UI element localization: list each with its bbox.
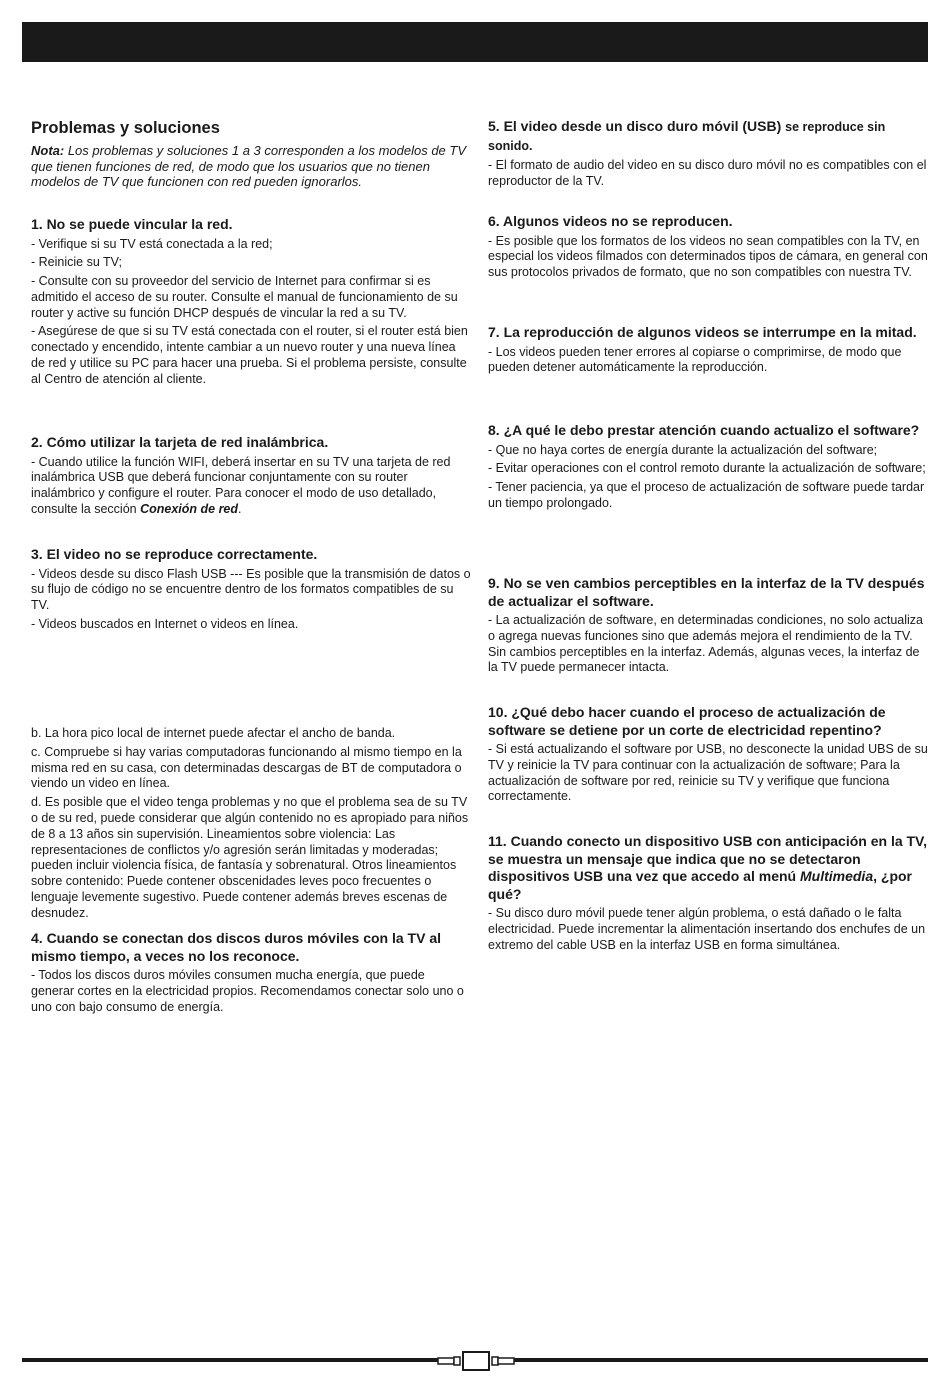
section-4-title: 4. Cuando se conectan dos discos duros móviles con la TV al mismo tiempo, a veces no los reconoce.	[31, 930, 441, 964]
section-7-paragraph: - Los videos pueden tener errores al copiarse o comprimirse, de modo que pueden detener automáticamente la reproducción.	[488, 344, 902, 375]
section-8-paragraph: - Evitar operaciones con el control remoto durante la actualización de software;	[488, 461, 926, 476]
section-6	[488, 213, 928, 284]
section-1	[31, 216, 471, 391]
section-1-paragraph: - Consulte con su proveedor del servicio de Internet para confirmar si es admitido el acceso de su router. Consulte el manual de funcionamiento de su router y active su función DHCP después de vincular la red a su TV.	[31, 274, 458, 320]
multimedia-reference: Multimedia	[799, 868, 874, 884]
section-6-title: 6. Algunos videos no se reproducen.	[488, 213, 733, 229]
section-3-item-c: c. Compruebe si hay varias computadoras funcionando al mismo tiempo en la misma red en su casa, con determinadas descargas de BT de computadora o viendo un video en línea.	[31, 744, 462, 791]
section-9	[488, 575, 928, 679]
section-3-paragraph: - Videos buscados en Internet o videos en línea.	[31, 616, 299, 631]
footer-emblem-icon	[436, 1350, 516, 1372]
section-10-paragraph: - Si está actualizando el software por USB, no desconecte la unidad UBS de su TV y reinicie la TV para continuar con la actualización de software; Para la actualización de software por red, reinicie su TV y verifique que funciona correctamente.	[488, 742, 928, 804]
section-3-item-b: b. La hora pico local de internet puede afectar el ancho de banda.	[31, 726, 396, 740]
section-7	[488, 324, 928, 379]
section-1-paragraph: - Reinicie su TV;	[31, 255, 123, 270]
section-8-paragraph: - Que no haya cortes de energía durante la actualización del software;	[488, 442, 878, 457]
section-2-text-end: .	[238, 501, 242, 516]
section-1-paragraph: - Asegúrese de que si su TV está conectada con el router, si el router está bien conectado y encendido, intente cambiar a un nuevo router y una nueva línea de red y utilice su PC para hacer una prueba. Si el problema persiste, consulte al Centro de atención al cliente.	[31, 324, 468, 386]
section-5-paragraph: - El formato de audio del video en su disco duro móvil no es compatibles con el reproductor de la TV.	[488, 158, 927, 188]
section-11-title	[488, 833, 928, 903]
note-text: Los problemas y soluciones 1 a 3 corresponden a los modelos de TV que tienen funciones de red, de modo que los usuarios que no tienen modelos de TV que funcionen con red pueden ignorarlos.	[31, 143, 466, 189]
section-7-title: 7. La reproducción de algunos videos se interrumpe en la mitad.	[488, 324, 917, 340]
section-9-title: 9. No se ven cambios perceptibles en la interfaz de la TV después de actualizar el software.	[488, 575, 925, 609]
section-4	[31, 930, 471, 1018]
section-11	[488, 833, 928, 956]
intro-section	[31, 118, 471, 190]
section-5-title	[488, 118, 928, 155]
section-5-title-main: 5. El video desde un disco duro móvil (USB)	[488, 118, 786, 134]
note-label: Nota:	[31, 143, 65, 158]
section-11-title-end: , ¿por qué?	[488, 868, 912, 902]
section-3-continued	[31, 726, 471, 925]
section-8	[488, 422, 928, 515]
section-2-text: - Cuando utilice la función WIFI, deberá insertar en su TV una tarjeta de red inalámbrica USB que deberá funcionar conjuntamente con su router inalámbrico y configure el router. Para conocer el modo de uso detallado, consulte la sección	[31, 454, 451, 516]
section-3-title: 3. El video no se reproduce correctamente.	[31, 546, 318, 562]
header-bar	[22, 22, 928, 62]
section-8-paragraph: - Tener paciencia, ya que el proceso de actualización de software puede tardar un tiempo prolongado.	[488, 480, 925, 510]
section-11-title-main: 11. Cuando conecto un dispositivo USB con anticipación en la TV, se muestra un mensaje que indica que no se detectaron dispositivos USB una vez que accedo al menú	[488, 833, 928, 884]
section-2-title: 2. Cómo utilizar la tarjeta de red inalámbrica.	[31, 434, 329, 450]
section-10	[488, 704, 928, 808]
section-11-paragraph: - Su disco duro móvil puede tener algún problema, o está dañado o le falta electricidad. Puede incrementar la alimentación insertando dos enchufes de un extremo del cable USB en la interfaz USB en forma simultánea.	[488, 906, 926, 952]
section-5	[488, 118, 928, 193]
conexion-de-red-reference: Conexión de red	[140, 501, 239, 516]
section-5-title-small: se reproduce sin sonido.	[488, 120, 886, 153]
section-2-paragraph	[31, 455, 471, 518]
section-8-title: 8. ¿A qué le debo prestar atención cuando actualizo el software?	[488, 422, 920, 438]
page-title: Problemas y soluciones	[31, 119, 220, 137]
section-9-paragraph: - La actualización de software, en determinadas condiciones, no solo actualiza o agrega nuevas funciones sino que además mejora el rendimiento de la TV. Sin cambios perceptibles en la interfaz. Además, algunas veces, la interfaz de la TV puede permanecer intacta.	[488, 613, 923, 675]
section-6-paragraph: - Es posible que los formatos de los videos no sean compatibles con la TV, en especial los videos filmados con determinados tipos de cámara, en general con sus protocolos privados de formato, que no son compatibles con nuestra TV.	[488, 233, 928, 280]
section-1-paragraph: - Verifique si su TV está conectada a la red;	[31, 236, 273, 251]
section-4-paragraph: - Todos los discos duros móviles consumen mucha energía, que puede generar cortes en la electricidad propios. Recomendamos conectar solo uno o uno con bajo consumo de energía.	[31, 968, 464, 1014]
section-1-title: 1. No se puede vincular la red.	[31, 216, 233, 232]
footer-rule-right	[508, 1358, 928, 1362]
section-2	[31, 434, 471, 521]
section-10-title: 10. ¿Qué debo hacer cuando el proceso de actualización de software se detiene por un corte de electricidad repentino?	[488, 704, 886, 738]
section-3	[31, 546, 471, 636]
footer-rule-left	[22, 1358, 442, 1362]
note-paragraph	[31, 143, 471, 190]
section-3-paragraph: - Videos desde su disco Flash USB --- Es posible que la transmisión de datos o su flujo de código no se encuentre dentro de los formatos compatibles de su TV.	[31, 566, 471, 613]
section-3-item-d: d. Es posible que el video tenga problemas y no que el problema sea de su TV o de su red, puede considerar que algún contenido no es apropiado para niños de 8 a 13 años sin supervisión. Lineamientos sobre violencia: Las representaciones de conflictos y/o agresión serán limitadas y moderadas; pueden incluir violencia física, de fantasía y sobrenatural. Otros lineamientos sobre contenido: Puede contener obscenidades leves poco frecuentes o lenguaje levemente sugestivo. Puede contener además breves escenas de desnudez.	[31, 795, 469, 920]
